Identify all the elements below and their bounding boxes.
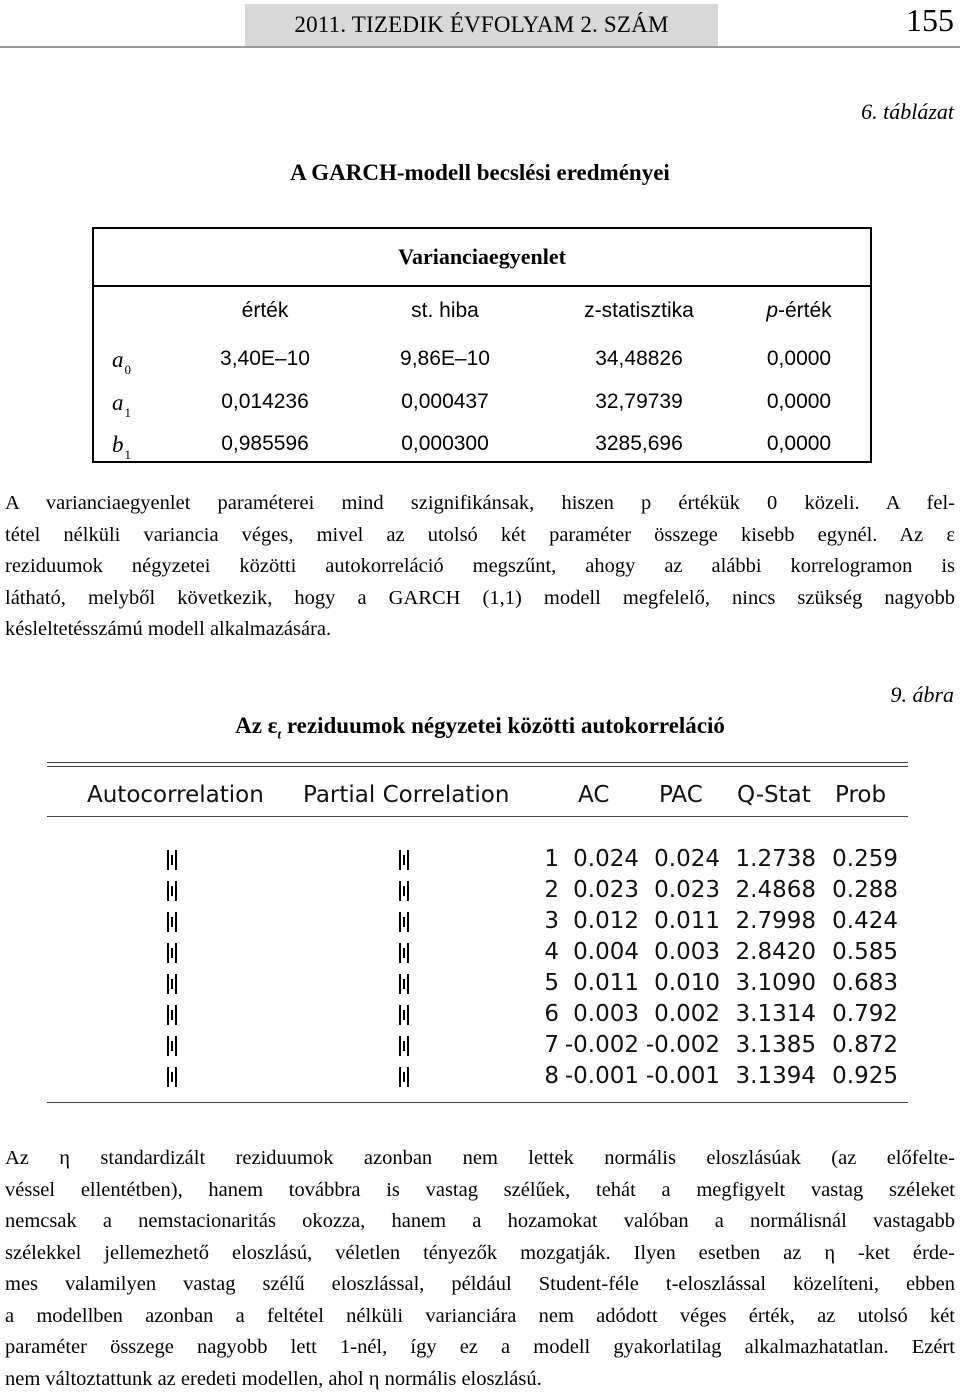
corr-prob-value: 0.792: [832, 1001, 898, 1027]
corr-pac-value: 0.011: [654, 908, 720, 934]
table-title: A GARCH-modell becslési eredményei: [290, 160, 670, 185]
text-line: szélekkel jellemezhető eloszlású, véletlen tényezők mozgatják. Ilyen esetben az η -ket érde-: [5, 1241, 955, 1264]
corr-prob-value: 0.259: [832, 846, 898, 872]
corr-q-value: 2.7998: [735, 908, 816, 934]
table-row: [94, 424, 870, 464]
param-label: $a_1$: [112, 390, 131, 420]
table-cell: 32,79739: [595, 390, 683, 413]
param-label: $b_1$: [112, 432, 131, 462]
col-header: st. hiba: [411, 299, 479, 322]
paragraph-1: [5, 488, 955, 646]
table-row: [94, 382, 870, 422]
table-label: 6. táblázat: [861, 99, 954, 124]
table-cell: 0,014236: [221, 390, 309, 413]
page-number: 155: [906, 2, 954, 38]
table-cell: 0,000437: [401, 390, 489, 413]
corr-prob-value: 0.585: [832, 939, 898, 965]
corr-ac-value: 0.004: [573, 939, 639, 965]
figure-label: 9. ábra: [890, 682, 954, 707]
corr-prob-value: 0.925: [832, 1063, 898, 1089]
table-cell: 9,86E–10: [400, 347, 490, 370]
corr-pac-value: 0.023: [654, 877, 720, 903]
results-table: [92, 227, 872, 463]
corr-q-value: 3.1385: [735, 1032, 816, 1058]
corr-q-value: 3.1314: [735, 1001, 816, 1027]
corr-q-value: 1.2738: [735, 846, 816, 872]
corr-ac-value: 0.024: [573, 846, 639, 872]
text-line: a modellben azonban a feltétel nélküli varianciára nem adódott véges érték, az utolsó két: [5, 1304, 955, 1327]
corr-ac-value: 0.011: [573, 970, 639, 996]
corr-lag-value: 5: [544, 970, 559, 996]
text-line: paraméter összege nagyobb lett 1-nél, így ez a modell gyakorlatilag alkalmazhatatlan. Ezért: [5, 1336, 955, 1358]
col-header-pvalue: p-érték: [766, 299, 832, 322]
corr-pac-value: -0.001: [645, 1063, 720, 1089]
table-cell: 3285,696: [595, 432, 683, 455]
corr-pac-value: -0.002: [645, 1032, 720, 1058]
journal-title: 2011. TIZEDIK ÉVFOLYAM 2. SZÁM: [294, 12, 669, 37]
param-label: $a_0$: [112, 347, 131, 377]
paragraph-2: [5, 1143, 955, 1395]
corr-prob-value: 0.288: [832, 877, 898, 903]
header-prob: Prob: [835, 782, 887, 808]
table-cell: 3,40E–10: [220, 347, 310, 370]
text-line: nemcsak a nemstacionaritás okozza, hanem a hozamokat valóban a normálisnál vastagabb: [5, 1210, 955, 1232]
table-section-header: Varianciaegyenlet: [94, 229, 870, 287]
text-line: késleltetésszámú modell alkalmazására.: [5, 618, 332, 640]
table-cell: 0,985596: [221, 432, 309, 455]
corr-lag-value: 6: [544, 1001, 559, 1027]
table-cell: 0,0000: [766, 347, 832, 370]
header-qstat: Q-Stat: [737, 782, 811, 808]
text-line: A varianciaegyenlet paraméterei mind szignifikánsak, hiszen p értékük 0 közeli. A fel-: [5, 492, 955, 514]
journal-header: [245, 4, 718, 46]
col-header: z-statisztika: [584, 299, 694, 322]
corr-prob-value: 0.424: [832, 908, 898, 934]
corr-q-value: 2.8420: [735, 939, 816, 965]
table-cell: 0,0000: [766, 432, 832, 455]
corr-pac-value: 0.024: [654, 846, 720, 872]
header-ac: AC: [578, 782, 610, 808]
text-line: látható, melyből következik, hogy a GARCH (1,1) modell megfelelő, nincs szükség nagyobb: [5, 586, 955, 609]
table-row: [94, 339, 870, 379]
corr-prob-value: 0.872: [832, 1032, 898, 1058]
correlogram-top-rule: [47, 762, 908, 763]
corr-lag-value: 8: [544, 1063, 559, 1089]
corr-ac-value: 0.012: [573, 908, 639, 934]
text-line: tétel nélküli variancia véges, mivel az utolsó két paraméter összege kisebb egynél. Az ε: [5, 523, 955, 546]
corr-pac-value: 0.003: [654, 939, 720, 965]
figure-title: Az $\varepsilon_t$ reziduumok négyzetei közötti autokorreláció: [235, 713, 725, 742]
header-pac: PAC: [659, 782, 703, 808]
corr-ac-value: -0.002: [564, 1032, 639, 1058]
table-column-headers: [94, 291, 870, 331]
corr-lag-value: 1: [544, 846, 559, 872]
text-line: mes valamilyen vastag szélű eloszlással, például Student-féle t-eloszlással közelíteni, ebben: [5, 1273, 955, 1295]
corr-prob-value: 0.683: [832, 970, 898, 996]
corr-lag-value: 2: [544, 877, 559, 903]
text-line: nem változtattunk az eredeti modellen, ahol η normális eloszlású.: [5, 1367, 542, 1390]
text-line: véssel ellentétben), hanem továbbra is vastag szélűek, tehát a megfigyelt vastag széleket: [5, 1178, 955, 1201]
text-line: Az η standardizált reziduumok azonban nem lettek normális eloszlásúak (az előfelte-: [5, 1147, 955, 1169]
corr-pac-value: 0.010: [654, 970, 720, 996]
correlogram: [47, 760, 908, 1110]
corr-q-value: 3.1394: [735, 1063, 816, 1089]
table-cell: 34,48826: [595, 347, 683, 370]
corr-ac-value: 0.023: [573, 877, 639, 903]
corr-lag-value: 7: [544, 1032, 559, 1058]
corr-pac-value: 0.002: [654, 1001, 720, 1027]
text-line: reziduumok négyzetei közötti autokorreláció megszűnt, ahogy az alábbi korrelogramon is: [5, 555, 955, 577]
corr-lag-value: 3: [544, 908, 559, 934]
correlogram-bottom-rule: [47, 1102, 908, 1103]
header-autocorrelation: Autocorrelation: [87, 782, 264, 808]
header-rule: [0, 46, 960, 48]
corr-q-value: 3.1090: [735, 970, 816, 996]
header-partial-correlation: Partial Correlation: [303, 782, 510, 808]
corr-ac-value: 0.003: [573, 1001, 639, 1027]
corr-q-value: 2.4868: [735, 877, 816, 903]
col-header: érték: [241, 299, 289, 322]
table-cell: 0,0000: [766, 390, 832, 413]
correlogram-header-rule: [47, 816, 908, 817]
table-cell: 0,000300: [401, 432, 489, 455]
corr-ac-value: -0.001: [564, 1063, 639, 1089]
correlogram-top-rule-2: [47, 766, 908, 767]
corr-lag-value: 4: [544, 939, 559, 965]
